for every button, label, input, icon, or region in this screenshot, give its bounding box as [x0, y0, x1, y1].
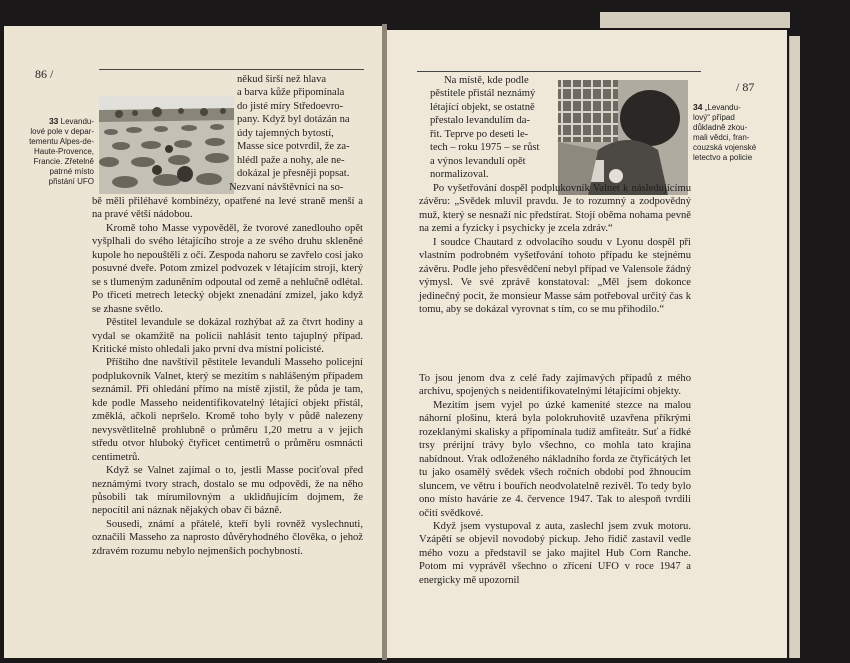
text-line: pěstitele přistál neznámý — [430, 88, 536, 100]
header-rule — [417, 71, 701, 72]
paragraph: Když se Valnet zajímal o to, jestli Masse pociťoval před neznámými tvory strach, dostalo se mu odpovědi, že na něho působili tak mírumilovným a uklidňujícím dojmem, že nepocítil ani náznak nějakých obav či bázně. — [92, 465, 363, 517]
page-number: 86 / — [35, 67, 54, 81]
left-page — [4, 26, 382, 658]
text-line: Masse sice potvrdil, že za- — [237, 141, 350, 153]
investigators-photo — [558, 80, 688, 195]
text-beside-photo — [430, 74, 554, 182]
page-number: / 87 — [736, 80, 755, 94]
caption-text: „Levandu- lový“ případ důkladně zkou- mali vědci, fran- couzská vojenské letectvo a policie — [693, 103, 757, 162]
text-line: a výnos levandulí opět — [430, 155, 526, 167]
text-line: hlédl paže a nohy, ale ne- — [237, 154, 345, 166]
paragraph: Sousedi, známí a přátelé, kteří byli rovněž vyslechnuti, označili Masseho za naprosto důvěryhodného člověka, o jehož zdravém rozumu nebylo nejmenších pochybností. — [92, 518, 363, 557]
paragraph: I soudce Chautard z odvolacího soudu v Lyonu dospěl při vlastním podrobném vyšetřování tohoto případu ke stejnému závěru. Podle jeho přesvědčení nebyl případ ve Valensole žádný výmysl. Ve své zprávě konstatoval: „Měl jsem dokonce jedinečný pocit, že monsieur Masse sám potřeboval určitý čas k tomu, aby se dokázal vyrovnat s tím, co se mu přihodilo.“ — [419, 236, 691, 316]
text-line: dokázal je přesněji popsat. — [237, 168, 350, 180]
photo-caption — [22, 116, 94, 187]
paragraph: Pěstitel levandule se dokázal rozhýbat až za čtvrt hodiny a vydal se okamžitě na policii nahlásit tento tajuplný případ. Kritické místo ohledali jako první dva místní policisté. — [92, 317, 363, 355]
text-line: létající objekt, se ostatně — [430, 101, 535, 113]
background-sheet — [600, 12, 790, 28]
text-line: někud širší než hlava — [237, 74, 327, 85]
body-text-bottom — [419, 372, 691, 587]
caption-number: 33 — [48, 116, 59, 126]
text-line: tech – roku 1975 – se růst — [430, 142, 540, 154]
text-line: pany. Když byl dotázán na — [237, 114, 350, 126]
text-line: normalizoval. — [430, 169, 489, 181]
photo-caption — [693, 102, 763, 163]
paragraph: bě měli přiléhavé kombinézy, opatřené na levé straně menší a na pravé větší nádobou. — [92, 196, 363, 221]
body-text — [92, 195, 363, 558]
text-line: a barva kůže připomínala — [237, 87, 345, 99]
paragraph: Mezitím jsem vyjel po úzké kamenité stezce na malou náhorní plošinu, která byla polokruhovitě uzavřena příkrými rozeklanými skalisky a připomínala tudíž amfiteátr. Suť a řídké trsy prérijní trávy bylo všechno, co mohla tato krajina nabídnout. Vrak odloženého nákladního forda ze čtyřicátých let tu jako osamělý svědek všech ročních období pod žhnoucím sluncem, ve větru i bouřích neodvolatelně rezivěl. To tedy bylo ono místo havárie ze 4. července 1947. Tak to alespoň tvrdili očití svědkové. — [419, 399, 691, 519]
text-line: Na místě, kde podle — [444, 75, 529, 86]
body-text-top — [419, 182, 691, 317]
caption-number: 34 — [693, 102, 703, 112]
text-beside-photo — [229, 73, 365, 194]
paragraph: To jsou jenom dva z celé řady zajímavých případů z mého archivu, spojených s neidentifikovatelnými létajícími objekty. — [419, 373, 691, 398]
text-line: do jisté míry Středoevro- — [237, 100, 344, 112]
lavender-field-photo — [99, 96, 234, 194]
paragraph: Když jsem vystupoval z auta, zaslechl jsem zvuk motoru. Vzápětí se objevil novodobý pickup. Jeho řidič zastavil vedle mého vozu a představil se jako majitel Hub Corn Ranche. Potom mi vyprávěl všechno o zřícení UFO v roce 1947 a energicky mě upozornil — [419, 520, 691, 586]
caption-text: Levandu- lové pole v depar- tementu Alpes-de- Haute-Provence, Francie. Zřetelně patrné místo přistání UFO — [29, 117, 94, 186]
paragraph: Po vyšetřování dospěl podplukovník Valnet k následujícímu závěru: „Svědek mluvil pravdu. Je to rozumný a zodpovědný muž, který se nesnaží nic předstírat. Stojí oběma nohama pevně na zemi a fyzicky i psychicky je zcela zdráv.“ — [419, 183, 691, 235]
text-line: Nezvaní návštěvníci na so- — [229, 181, 344, 193]
text-line: údy tajemných bytostí, — [237, 127, 334, 139]
page-edges — [789, 36, 800, 658]
header-rule — [99, 69, 364, 70]
paragraph: Příštího dne navštívil pěstitele levandulí Masseho policejní podplukovník Valnet, který se mezitím s nahlášeným případem seznámil. Při ohledání přímo na místě zjistil, že půda je tam, kde podle Masseho neidentifikovatelný létající objekt přistál, změklá, ačkoli nepršelo. Kromě toho byly v půdě nalezeny nevysvětlitelně prohlubně o průměru 1,20 metru a v jejich středu otvor hluboký čtyřicet centimetrů o průměru osmnácti centimetrů. — [92, 357, 363, 463]
text-line: řit. Teprve po deseti le- — [430, 128, 529, 140]
paragraph: Kromě toho Masse vypověděl, že tvorové zanedlouho opět vyšplhali do svého létajícího stroje a ze svého druhu skleněné kupole ho nepouštěli z očí. Zespoda nahoru se zavřelo cosi jako posuvné dveře. Potom zmizel podvozek v létajícím stroji, který se s tlumeným zaduněním odpoutal od země a nehlučně odlétal. Po třiceti metrech letecký objekt znenadání zmizel, jako když se zhasne světlo. — [92, 222, 363, 315]
right-page — [387, 30, 787, 658]
text-line: přestalo levandulím da- — [430, 115, 531, 127]
